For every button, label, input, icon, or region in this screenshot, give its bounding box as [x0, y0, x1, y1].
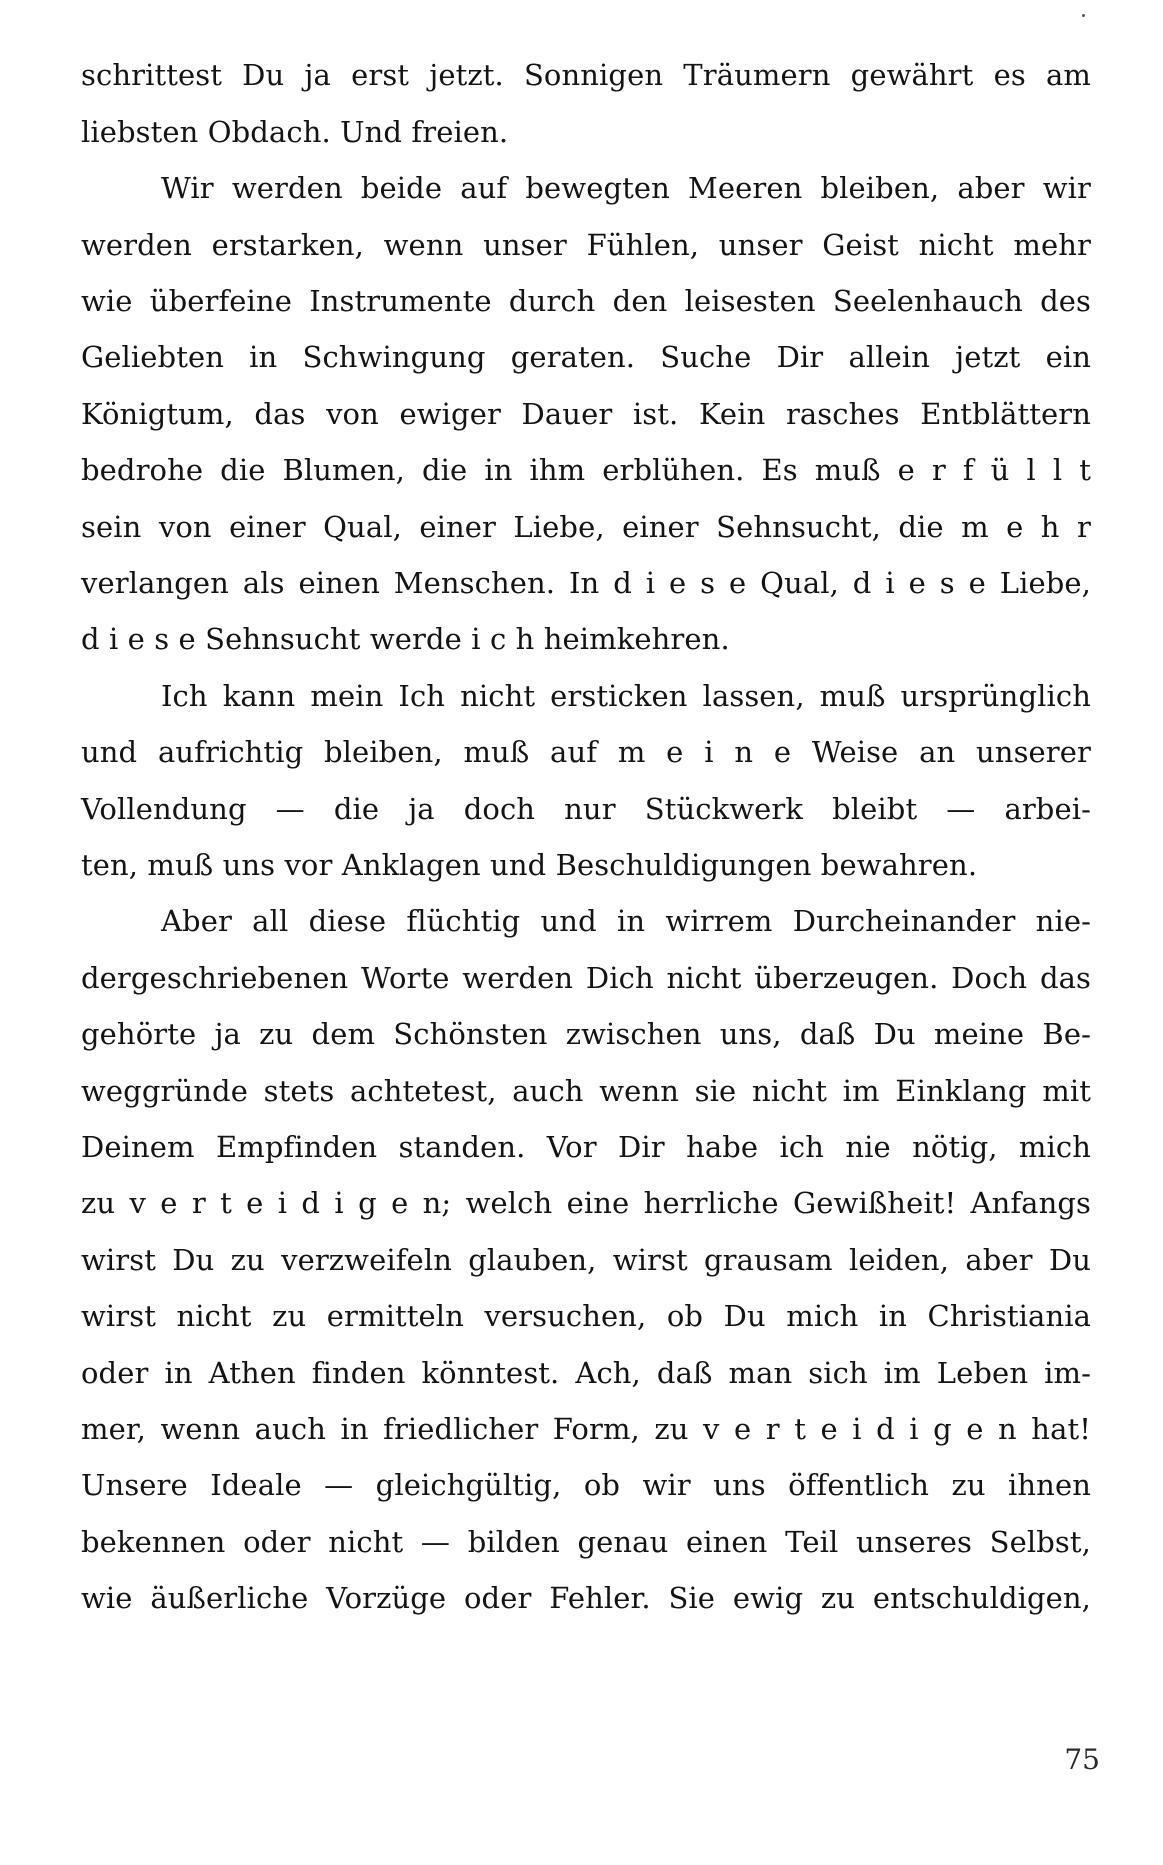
page-number: 75 — [1064, 1743, 1100, 1776]
text-line: gehörte ja zu dem Schönsten zwischen uns, daß Du meine Be- — [81, 1017, 1091, 1051]
scan-speck — [1082, 14, 1085, 17]
text-line: Unsere Ideale — gleichgültig, ob wir uns öffentlich zu ihnen — [81, 1468, 1091, 1502]
text-line: d i e s e Sehnsucht werde i c h heimkehren. — [81, 622, 730, 656]
paragraph-first-line: Wir werden beide auf bewegten Meeren bleiben, aber wir — [161, 171, 1091, 205]
text-line: oder in Athen finden könntest. Ach, daß man sich im Leben im- — [81, 1356, 1091, 1390]
text-line: und aufrichtig bleiben, muß auf m e i n e Weise an unserer — [81, 735, 1091, 769]
text-line: ten, muß uns vor Anklagen und Beschuldigungen bewahren. — [81, 848, 978, 882]
text-line: mer, wenn auch in friedlicher Form, zu v e r t e i d i g e n hat! — [81, 1412, 1091, 1446]
text-line: dergeschriebenen Worte werden Dich nicht überzeugen. Doch das — [81, 961, 1091, 995]
text-line: werden erstarken, wenn unser Fühlen, unser Geist nicht mehr — [81, 228, 1091, 262]
text-line: Deinem Empfinden standen. Vor Dir habe ich nie nötig, mich — [81, 1130, 1091, 1164]
text-line: liebsten Obdach. Und freien. — [81, 115, 509, 149]
paragraph-first-line: Ich kann mein Ich nicht ersticken lassen, muß ursprünglich — [161, 679, 1091, 713]
text-line: schrittest Du ja erst jetzt. Sonnigen Träumern gewährt es am — [81, 58, 1091, 92]
text-line: wirst Du zu verzweifeln glauben, wirst grausam leiden, aber Du — [81, 1243, 1091, 1277]
text-line: bekennen oder nicht — bilden genau einen Teil unseres Selbst, — [81, 1525, 1091, 1559]
text-line: bedrohe die Blumen, die in ihm erblühen. Es muß e r f ü l l t — [81, 453, 1091, 487]
text-line: zu v e r t e i d i g e n; welch eine herrliche Gewißheit! Anfangs — [81, 1186, 1091, 1220]
text-line: Königtum, das von ewiger Dauer ist. Kein rasches Entblättern — [81, 397, 1091, 431]
text-line: verlangen als einen Menschen. In d i e s e Qual, d i e s e Liebe, — [81, 566, 1091, 600]
text-line: sein von einer Qual, einer Liebe, einer Sehnsucht, die m e h r — [81, 510, 1091, 544]
text-line: Geliebten in Schwingung geraten. Suche Dir allein jetzt ein — [81, 340, 1091, 374]
text-line: wie äußerliche Vorzüge oder Fehler. Sie ewig zu entschuldigen, — [81, 1581, 1091, 1615]
paragraph-first-line: Aber all diese flüchtig und in wirrem Durcheinander nie- — [161, 904, 1091, 938]
text-line: Vollendung — die ja doch nur Stückwerk bleibt — arbei- — [81, 792, 1091, 826]
text-line: wie überfeine Instrumente durch den leisesten Seelenhauch des — [81, 284, 1091, 318]
text-line: weggründe stets achtetest, auch wenn sie nicht im Einklang mit — [81, 1074, 1091, 1108]
text-line: wirst nicht zu ermitteln versuchen, ob Du mich in Christiania — [81, 1299, 1091, 1333]
